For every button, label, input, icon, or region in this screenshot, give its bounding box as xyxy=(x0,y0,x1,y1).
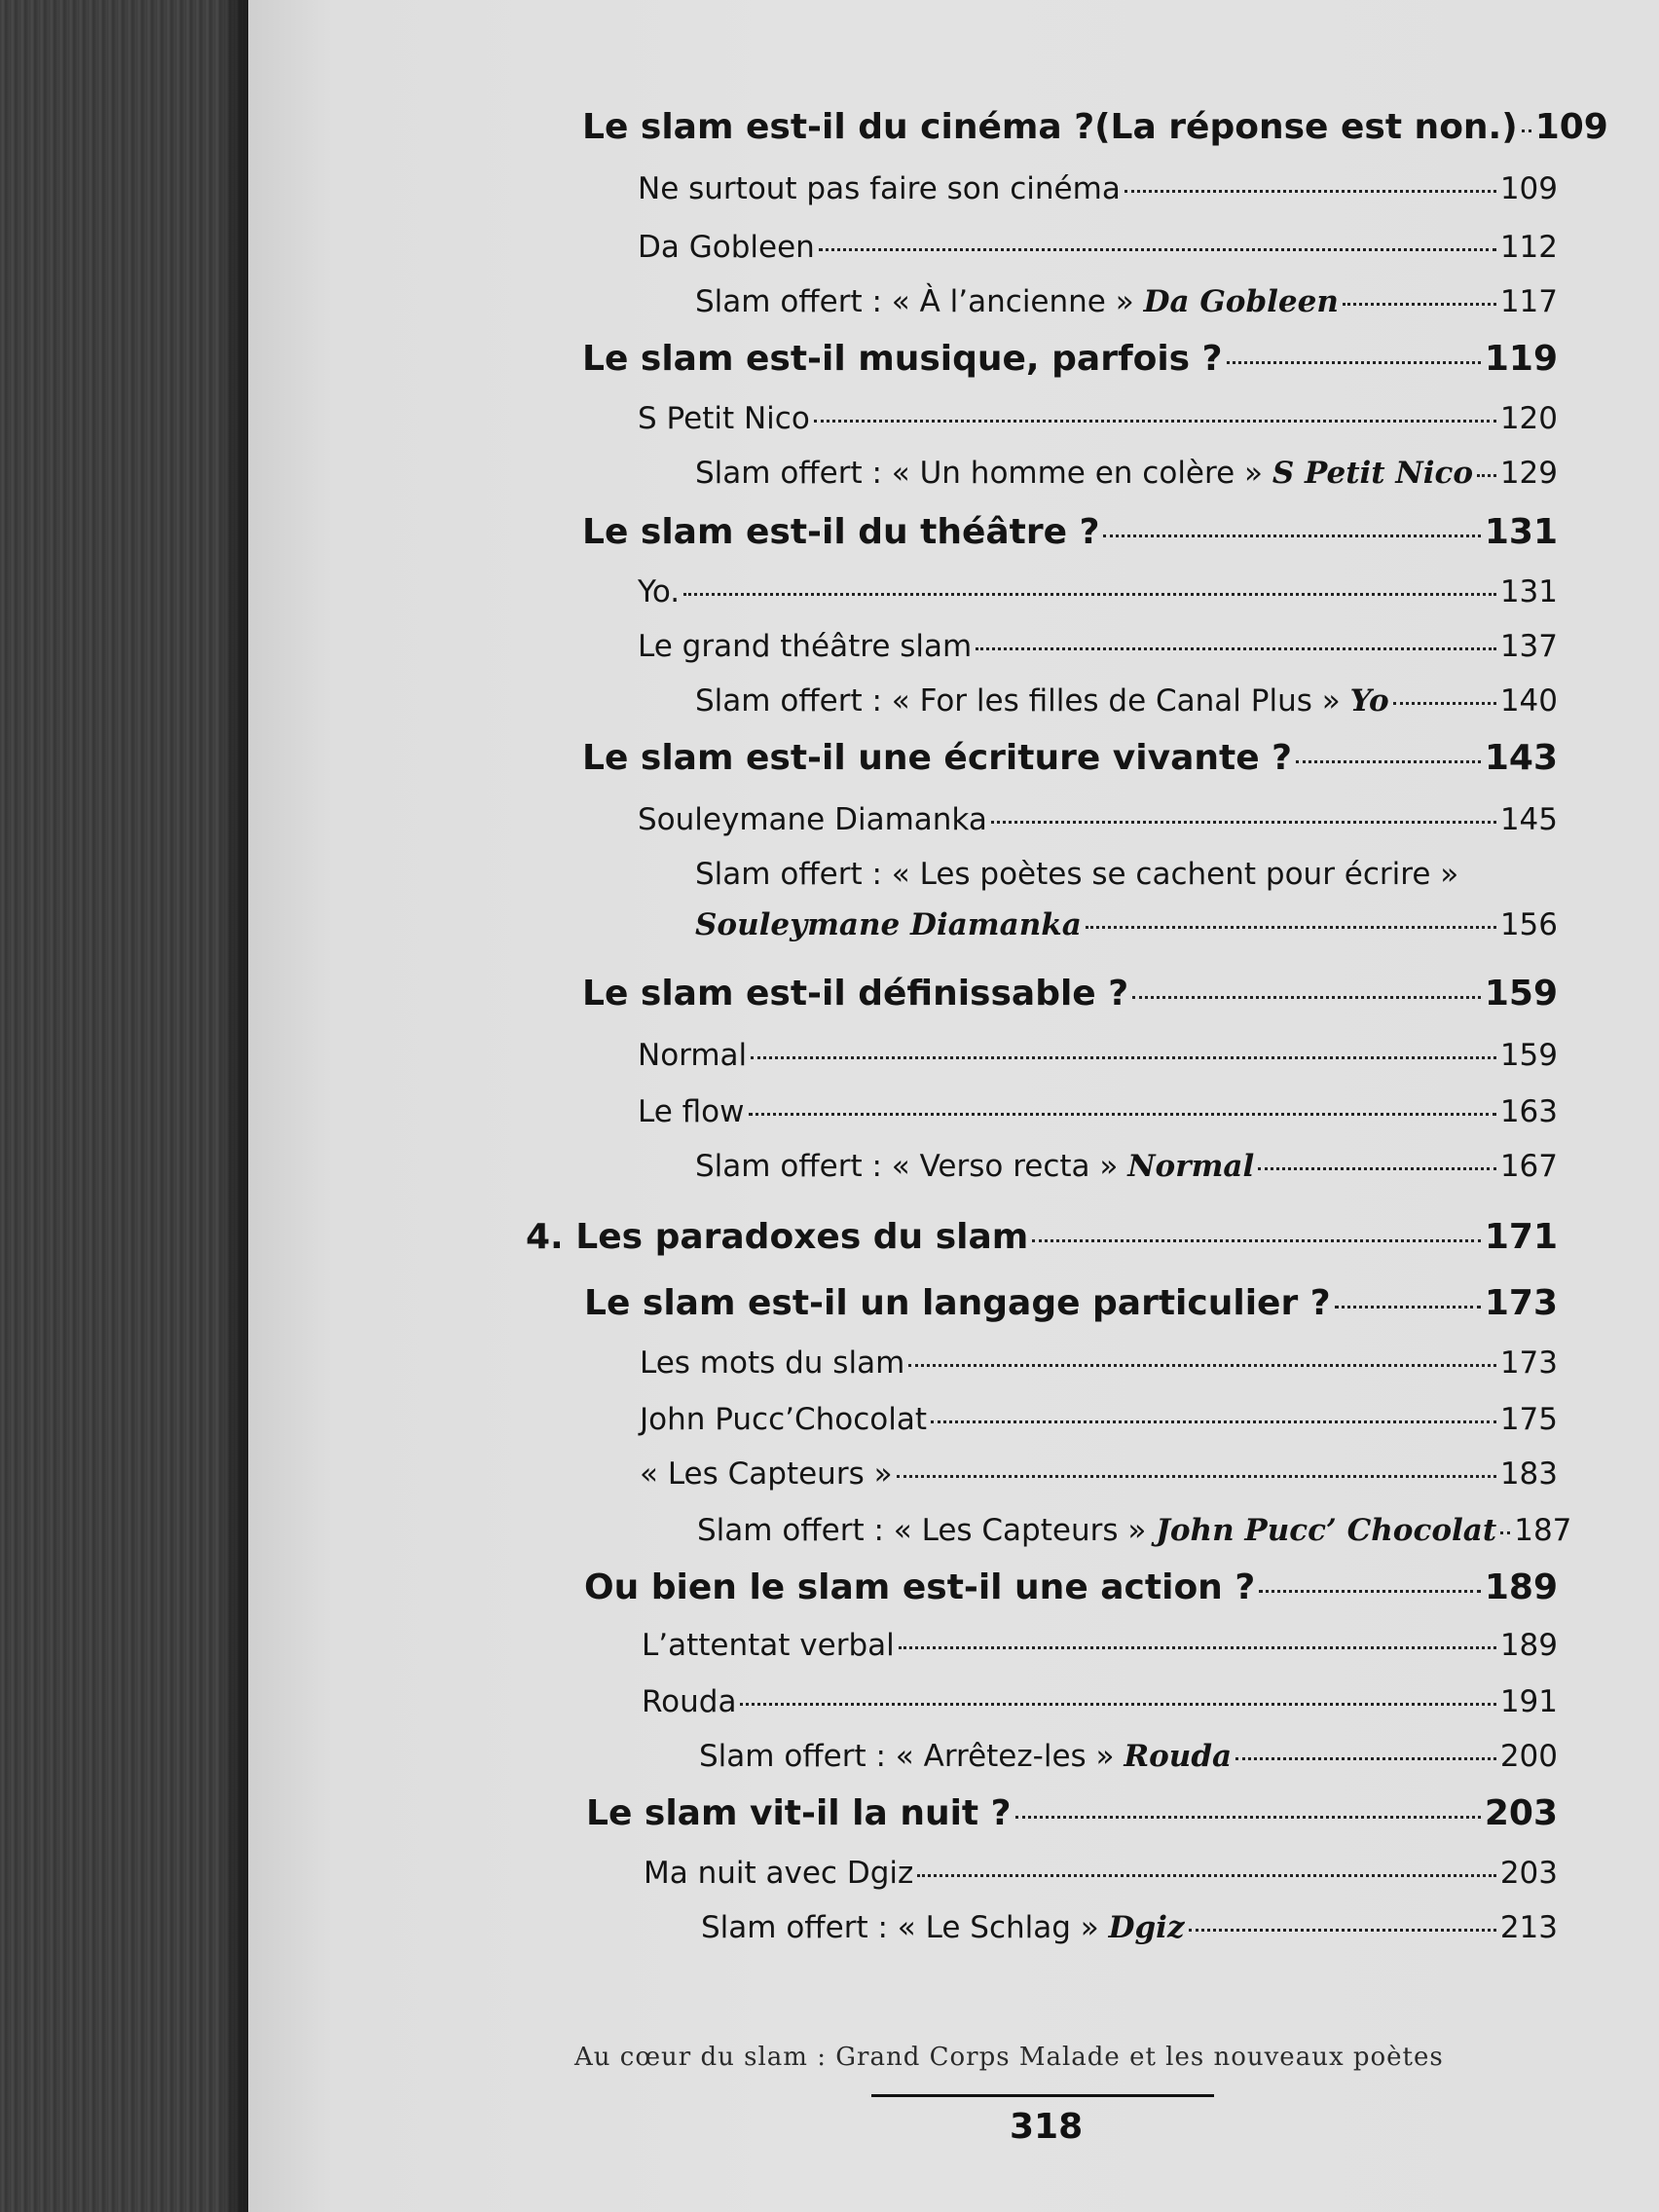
toc-label: Les mots du slam xyxy=(640,1346,905,1381)
toc-label: Le slam est-il du cinéma ?(La réponse est non.) xyxy=(582,107,1518,147)
dot-leader xyxy=(1343,303,1496,306)
toc-subentry xyxy=(638,230,1558,265)
dot-leader xyxy=(1103,535,1480,537)
slam-author: Dgiz xyxy=(1108,1910,1185,1945)
dot-leader xyxy=(1086,926,1496,929)
toc-section xyxy=(582,974,1558,1014)
toc-label: Slam offert : « Un homme en colère » S Petit Nico xyxy=(695,456,1474,491)
slam-author: Yo xyxy=(1349,683,1389,719)
toc-subentry xyxy=(644,1856,1558,1891)
slam-author: Rouda xyxy=(1124,1739,1233,1774)
dot-leader xyxy=(1500,1531,1510,1534)
toc-section xyxy=(582,339,1558,379)
toc-subentry xyxy=(640,1402,1558,1437)
toc-label: Slam offert : « Les Capteurs » John Pucc’ Chocolat xyxy=(697,1513,1497,1548)
toc-offered-slam xyxy=(695,284,1558,319)
toc-label: Souleymane Diamanka xyxy=(638,802,987,837)
toc-offered-slam xyxy=(695,1149,1558,1184)
toc-label: Le grand théâtre slam xyxy=(638,629,973,664)
toc-label: Ne surtout pas faire son cinéma xyxy=(638,171,1121,206)
slam-author: John Pucc’ Chocolat xyxy=(1156,1513,1497,1548)
toc-label: Le flow xyxy=(638,1094,745,1129)
toc-page-number: 203 xyxy=(1499,1856,1558,1891)
dot-leader xyxy=(899,1646,1496,1649)
toc-section xyxy=(582,738,1558,778)
toc-label: Rouda xyxy=(642,1684,737,1719)
dot-leader xyxy=(751,1056,1496,1059)
toc-label: 4. Les paradoxes du slam xyxy=(526,1217,1029,1257)
toc-page xyxy=(248,0,1659,2212)
toc-label: « Les Capteurs » xyxy=(640,1456,893,1492)
page-number: 318 xyxy=(1010,2107,1084,2147)
toc-page-number: 129 xyxy=(1499,456,1558,491)
toc-page-number: 137 xyxy=(1499,629,1558,664)
toc-offered-slam-title: Slam offert : « Les poètes se cachent pour écrire » xyxy=(695,857,1459,892)
toc-page-number: 156 xyxy=(1499,907,1558,942)
dot-leader xyxy=(749,1113,1496,1116)
toc-page-number: 145 xyxy=(1499,802,1558,837)
toc-label: Normal xyxy=(638,1038,748,1073)
toc-subentry xyxy=(638,1038,1558,1073)
toc-subentry xyxy=(638,1094,1558,1129)
toc-label: Slam offert : « Le Schlag » Dgiz xyxy=(701,1910,1185,1945)
toc-label: Le slam est-il du théâtre ? xyxy=(582,512,1100,552)
toc-page-number: 203 xyxy=(1484,1793,1558,1833)
toc-label: Ma nuit avec Dgiz xyxy=(644,1856,914,1891)
toc-offered-slam xyxy=(701,1910,1558,1945)
toc-offered-slam xyxy=(695,683,1558,719)
toc-page-number: 173 xyxy=(1484,1283,1558,1323)
dot-leader xyxy=(1296,760,1481,763)
toc-subentry xyxy=(638,802,1558,837)
dot-leader xyxy=(1393,702,1496,705)
toc-subentry xyxy=(638,629,1558,664)
slam-author: Souleymane Diamanka xyxy=(695,907,1082,942)
dot-leader xyxy=(1258,1167,1496,1170)
footer-rule xyxy=(871,2094,1214,2097)
gutter-shadow xyxy=(219,0,248,2212)
toc-label: L’attentat verbal xyxy=(642,1628,895,1663)
toc-page-number: 163 xyxy=(1499,1094,1558,1129)
toc-page-number: 175 xyxy=(1499,1402,1558,1437)
running-footer-title: Au cœur du slam : Grand Corps Malade et les nouveaux poètes xyxy=(574,2043,1444,2072)
dot-leader xyxy=(1259,1590,1481,1593)
toc-subentry xyxy=(638,574,1558,609)
toc-page-number: 131 xyxy=(1499,574,1558,609)
toc-page-number: 140 xyxy=(1499,683,1558,719)
book-spine xyxy=(0,0,248,2212)
toc-label: Le slam est-il une écriture vivante ? xyxy=(582,738,1293,778)
toc-page-number: 183 xyxy=(1499,1456,1558,1492)
slam-author: Normal xyxy=(1127,1149,1255,1184)
toc-label: S Petit Nico xyxy=(638,401,810,436)
dot-leader xyxy=(1235,1757,1496,1760)
dot-leader xyxy=(976,647,1496,650)
toc-page-number: 171 xyxy=(1484,1217,1558,1257)
dot-leader xyxy=(1522,129,1531,132)
toc-offered-slam xyxy=(697,1513,1572,1548)
toc-label: Slam offert : « À l’ancienne » Da Gobleen xyxy=(695,284,1339,319)
toc-page-number: 143 xyxy=(1484,738,1558,778)
toc-section xyxy=(584,1283,1558,1323)
toc-label: Slam offert : « For les filles de Canal Plus » Yo xyxy=(695,683,1389,719)
dot-leader xyxy=(1124,190,1496,193)
toc-subentry xyxy=(638,171,1558,206)
toc-page-number: 167 xyxy=(1499,1149,1558,1184)
dot-leader xyxy=(917,1874,1496,1877)
toc-page-number: 120 xyxy=(1499,401,1558,436)
slam-author: Da Gobleen xyxy=(1143,284,1339,319)
dot-leader xyxy=(1227,361,1481,364)
dot-leader xyxy=(1032,1239,1481,1242)
toc-page-number: 117 xyxy=(1499,284,1558,319)
toc-page-number: 109 xyxy=(1499,171,1558,206)
dot-leader xyxy=(1189,1929,1496,1932)
toc-offered-slam xyxy=(695,907,1558,942)
dot-leader xyxy=(819,248,1496,251)
toc-subentry xyxy=(640,1456,1558,1492)
dot-leader xyxy=(897,1475,1496,1478)
toc-page-number: 119 xyxy=(1484,339,1558,379)
toc-label xyxy=(695,907,1082,942)
toc-label: Slam offert : « Verso recta » Normal xyxy=(695,1149,1255,1184)
toc-chapter xyxy=(526,1217,1558,1257)
toc-label: Slam offert : « Arrêtez-les » Rouda xyxy=(699,1739,1233,1774)
toc-page-number: 191 xyxy=(1499,1684,1558,1719)
toc-subentry xyxy=(640,1346,1558,1381)
toc-page-number: 187 xyxy=(1514,1513,1572,1548)
toc-page-number: 200 xyxy=(1499,1739,1558,1774)
toc-page-number: 213 xyxy=(1499,1910,1558,1945)
toc-section xyxy=(586,1793,1558,1833)
toc-page-number: 159 xyxy=(1484,974,1558,1014)
dot-leader xyxy=(931,1420,1496,1423)
dot-leader xyxy=(814,420,1496,423)
toc-page-number: 112 xyxy=(1499,230,1558,265)
toc-subentry xyxy=(638,401,1558,436)
dot-leader xyxy=(908,1364,1496,1367)
dot-leader xyxy=(740,1703,1495,1706)
toc-label: Yo. xyxy=(638,574,681,609)
slam-author: S Petit Nico xyxy=(1272,456,1474,491)
dot-leader xyxy=(1335,1306,1481,1309)
toc-page-number: 189 xyxy=(1484,1567,1558,1607)
toc-page-number: 159 xyxy=(1499,1038,1558,1073)
toc-subentry xyxy=(642,1628,1558,1663)
dot-leader xyxy=(1132,996,1481,999)
toc-section xyxy=(582,512,1558,552)
toc-offered-slam xyxy=(695,456,1558,491)
toc-label: Ou bien le slam est-il une action ? xyxy=(584,1567,1256,1607)
toc-page-number: 189 xyxy=(1499,1628,1558,1663)
toc-page-number: 173 xyxy=(1499,1346,1558,1381)
toc-label: Le slam vit-il la nuit ? xyxy=(586,1793,1012,1833)
toc-subentry xyxy=(642,1684,1558,1719)
dot-leader xyxy=(1477,474,1496,477)
toc-page-number: 131 xyxy=(1484,512,1558,552)
toc-section xyxy=(582,107,1608,147)
toc-section xyxy=(584,1567,1558,1607)
toc-label: John Pucc’Chocolat xyxy=(640,1402,928,1437)
toc-offered-slam xyxy=(699,1739,1558,1774)
dot-leader xyxy=(991,821,1496,824)
toc-label: Le slam est-il un langage particulier ? xyxy=(584,1283,1331,1323)
toc-label: Da Gobleen xyxy=(638,230,815,265)
dot-leader xyxy=(683,593,1496,596)
toc-label: Le slam est-il définissable ? xyxy=(582,974,1129,1014)
dot-leader xyxy=(1015,1816,1481,1819)
toc-label: Le slam est-il musique, parfois ? xyxy=(582,339,1223,379)
toc-page-number: 109 xyxy=(1534,107,1608,147)
